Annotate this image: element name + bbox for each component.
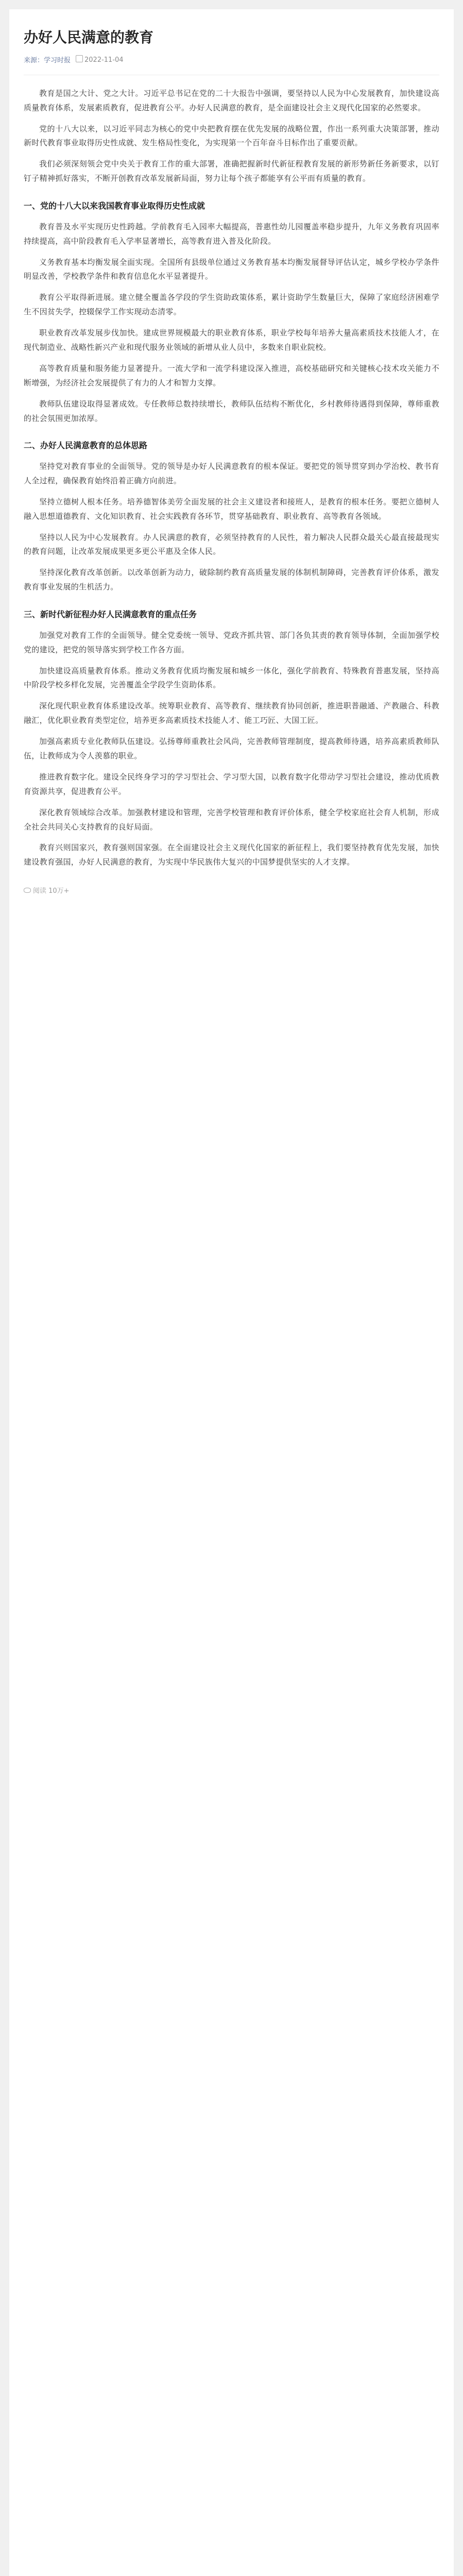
article-footer bbox=[24, 885, 439, 895]
article-meta bbox=[24, 55, 439, 64]
article-paragraph: 深化教育领域综合改革。加强教材建设和管理，完善学校管理和教育评价体系，健全学校家庭社会育人机制，形成全社会共同关心支持教育的良好局面。 bbox=[24, 807, 439, 832]
article-paragraph: 加快建设高质量教育体系。推动义务教育优质均衡发展和城乡一体化，强化学前教育、特殊教育普惠发展，坚持高中阶段学校多样化发展，完善覆盖全学段学生资助体系。 bbox=[24, 666, 439, 690]
article-date: 2022-11-04 bbox=[84, 56, 124, 64]
article-paragraph: 加强党对教育工作的全面领导。健全党委统一领导、党政齐抓共管、部门各负其责的教育领导体制，全面加强学校党的建设，把党的领导落实到学校工作各方面。 bbox=[24, 630, 439, 654]
article-paragraph: 高等教育质量和服务能力显著提升。一流大学和一流学科建设深入推进，高校基础研究和关键核心技术攻关能力不断增强，为经济社会发展提供了有力的人才和智力支撑。 bbox=[24, 363, 439, 387]
article-paragraph: 教育兴则国家兴，教育强则国家强。在全面建设社会主义现代化国家的新征程上，我们要坚持教育优先发展，加快建设教育强国，办好人民满意的教育，为实现中华民族伟大复兴的中国梦提供坚实的人才支撑。 bbox=[24, 843, 439, 867]
article-paragraph: 教师队伍建设取得显著成效。专任教师总数持续增长，教师队伍结构不断优化，乡村教师待遇得到保障，尊师重教的社会氛围更加浓厚。 bbox=[24, 399, 439, 423]
article-paragraph: 坚持立德树人根本任务。培养德智体美劳全面发展的社会主义建设者和接班人，是教育的根本任务。要把立德树人融入思想道德教育、文化知识教育、社会实践教育各环节，贯穿基础教育、职业教育、高等教育各领域。 bbox=[24, 497, 439, 521]
article-paragraph: 坚持以人民为中心发展教育。办人民满意的教育，必须坚持教育的人民性，着力解决人民群众最关心最直接最现实的教育问题，让改革发展成果更多更公平惠及全体人民。 bbox=[24, 532, 439, 556]
article-paragraph: 党的十八大以来，以习近平同志为核心的党中央把教育摆在优先发展的战略位置，作出一系列重大决策部署，推动新时代教育事业取得历史性成就、发生格局性变化，为实现第一个百年奋斗目标作出了重要贡献。 bbox=[24, 124, 439, 148]
article-paragraph: 推进教育数字化。建设全民终身学习的学习型社会、学习型大国，以教育数字化带动学习型社会建设，推动优质教育资源共享，促进教育公平。 bbox=[24, 772, 439, 796]
article-source[interactable]: 来源：学习时报 bbox=[24, 56, 71, 64]
article-paragraph: 教育公平取得新进展。建立健全覆盖各学段的学生资助政策体系，累计资助学生数量巨大，保障了家庭经济困难学生不因贫失学，控辍保学工作实现动态清零。 bbox=[24, 293, 439, 317]
section-heading: 一、党的十八大以来我国教育事业取得历史性成就 bbox=[24, 201, 205, 211]
calendar-icon bbox=[76, 55, 83, 62]
article-paragraph: 我们必须深刻领会党中央关于教育工作的重大部署，准确把握新时代新征程教育发展的新形势新任务新要求，以钉钉子精神抓好落实，不断开创教育改革发展新局面，努力让每个孩子都能享有公平而有质量的教育。 bbox=[24, 159, 439, 183]
article-date-wrap bbox=[76, 55, 124, 64]
section-heading: 二、办好人民满意教育的总体思路 bbox=[24, 440, 148, 451]
article-title: 办好人民满意的教育 bbox=[24, 29, 154, 46]
article-paragraph: 坚持深化教育改革创新。以改革创新为动力，破除制约教育高质量发展的体制机制障碍，完善教育评价体系，激发教育事业发展的生机活力。 bbox=[24, 568, 439, 592]
section-heading: 三、新时代新征程办好人民满意教育的重点任务 bbox=[24, 609, 197, 620]
article-paragraph: 坚持党对教育事业的全面领导。党的领导是办好人民满意教育的根本保证。要把党的领导贯穿到办学治校、教书育人全过程，确保教育始终沿着正确方向前进。 bbox=[24, 462, 439, 485]
read-count bbox=[24, 885, 70, 895]
eye-icon bbox=[24, 888, 31, 893]
article-paragraph: 职业教育改革发展步伐加快。建成世界规模最大的职业教育体系，职业学校每年培养大量高素质技术技能人才，在现代制造业、战略性新兴产业和现代服务业领域的新增从业人员中，多数来自职业院校。 bbox=[24, 328, 439, 352]
article-paragraph: 深化现代职业教育体系建设改革。统筹职业教育、高等教育、继续教育协同创新，推进职普融通、产教融合、科教融汇，优化职业教育类型定位，培养更多高素质技术技能人才、能工巧匠、大国工匠。 bbox=[24, 701, 439, 725]
article-paragraph: 教育是国之大计、党之大计。习近平总书记在党的二十大报告中强调，要坚持以人民为中心发展教育，加快建设高质量教育体系，发展素质教育，促进教育公平。办好人民满意的教育，是全面建设社会主义现代化国家的必然要求。 bbox=[24, 88, 439, 112]
article-page bbox=[9, 9, 454, 2576]
article-paragraph: 加强高素质专业化教师队伍建设。弘扬尊师重教社会风尚，完善教师管理制度，提高教师待遇，培养高素质教师队伍，让教师成为令人羡慕的职业。 bbox=[24, 737, 439, 760]
read-count-label: 阅读 10万+ bbox=[33, 887, 70, 895]
article-paragraph: 教育普及水平实现历史性跨越。学前教育毛入园率大幅提高，普惠性幼儿园覆盖率稳步提升，九年义务教育巩固率持续提高，高中阶段教育毛入学率显著增长，高等教育进入普及化阶段。 bbox=[24, 222, 439, 246]
article-body bbox=[24, 87, 439, 870]
article-paragraph: 义务教育基本均衡发展全面实现。全国所有县级单位通过义务教育基本均衡发展督导评估认定，城乡学校办学条件明显改善，学校教学条件和教育信息化水平显著提升。 bbox=[24, 257, 439, 281]
